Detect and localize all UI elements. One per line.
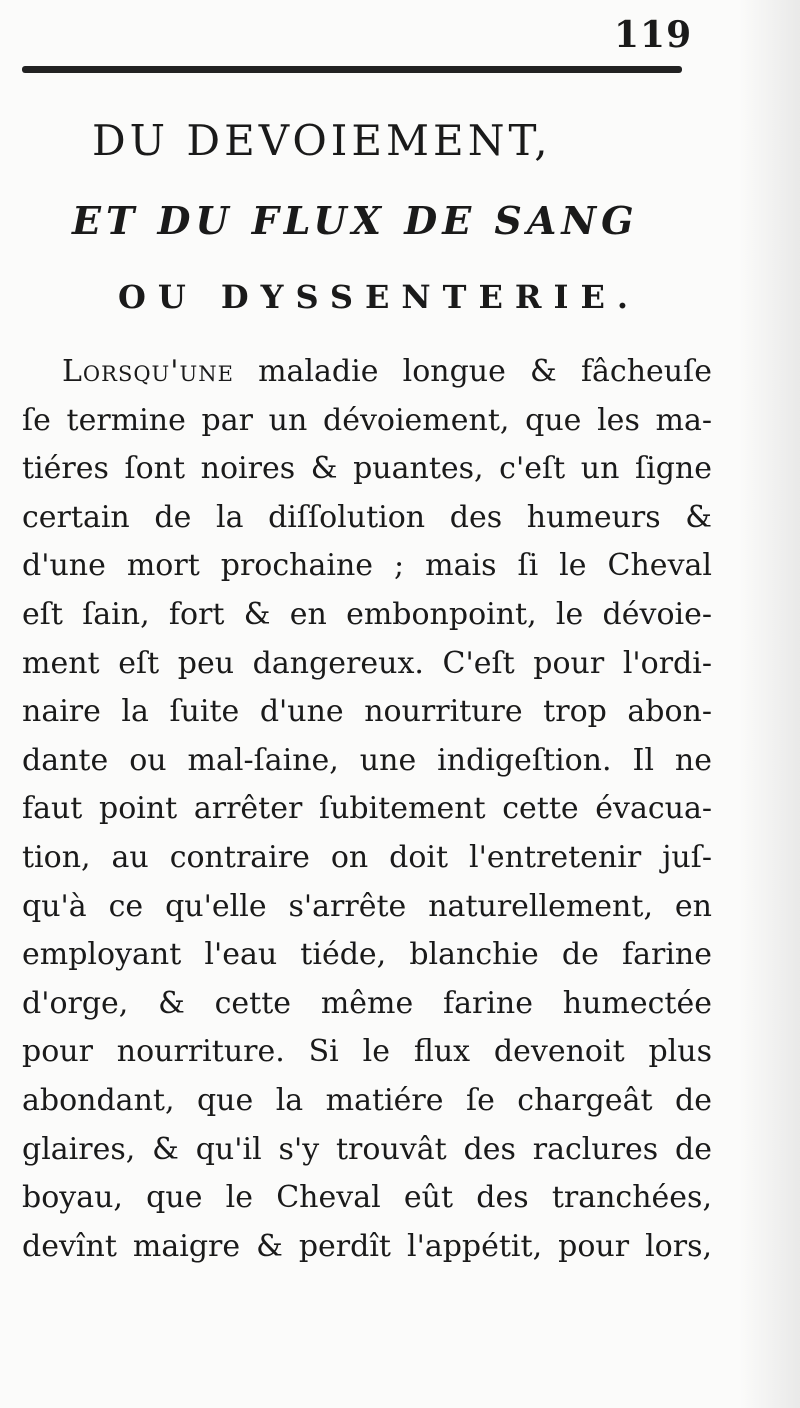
text-line: faut point arrêter ſubitement cette évacua- — [22, 791, 712, 827]
text-line: abondant, que la matiére ſe chargeât de — [22, 1082, 712, 1118]
header-rule — [22, 66, 682, 73]
text-line: glaires, & qu'il s'y trouvât des raclures de — [22, 1131, 712, 1167]
text-line: tion, au contraire on doit l'entretenir juſ- — [22, 839, 712, 875]
text-line: d'une mort prochaine ; mais ſi le Cheval — [22, 548, 712, 584]
text-line-content: maladie longue & fâcheuſe — [233, 354, 712, 389]
chapter-title: DU DEVOIEMENT, — [92, 116, 552, 165]
text-line: ſe termine par un dévoiement, que les ma- — [22, 402, 712, 438]
text-line: pour nourriture. Si le flux devenoit plus — [22, 1034, 712, 1070]
page-number: 119 — [614, 14, 693, 56]
body-paragraph — [22, 348, 712, 1271]
text-line — [22, 348, 712, 397]
page-edge-shadow — [740, 0, 800, 1408]
text-line: tiéres ſont noires & puantes, c'eſt un ſigne — [22, 451, 712, 487]
text-line: certain de la diſſolution des humeurs & — [22, 499, 712, 535]
text-line: qu'à ce qu'elle s'arrête naturellement, en — [22, 888, 712, 924]
text-line: eſt ſain, fort & en embonpoint, le dévoie- — [22, 596, 712, 632]
text-line: naire la ſuite d'une nourriture trop abon- — [22, 694, 712, 730]
text-line: d'orge, & cette même farine humectée — [22, 985, 712, 1021]
text-line: ment eſt peu dangereux. C'eſt pour l'ordi- — [22, 645, 712, 681]
text-line: employant l'eau tiéde, blanchie de farine — [22, 937, 712, 973]
opening-small-caps: Lorsqu'une — [62, 354, 234, 389]
text-line: dante ou mal-ſaine, une indigeſtion. Il ne — [22, 742, 712, 778]
text-line: devînt maigre & perdît l'appétit, pour lors, — [22, 1228, 712, 1264]
text-line: boyau, que le Cheval eût des tranchées, — [22, 1180, 712, 1216]
chapter-subtitle: ET DU FLUX DE SANG — [72, 198, 639, 243]
chapter-subtitle-2: OU DYSSENTERIE. — [118, 278, 640, 316]
